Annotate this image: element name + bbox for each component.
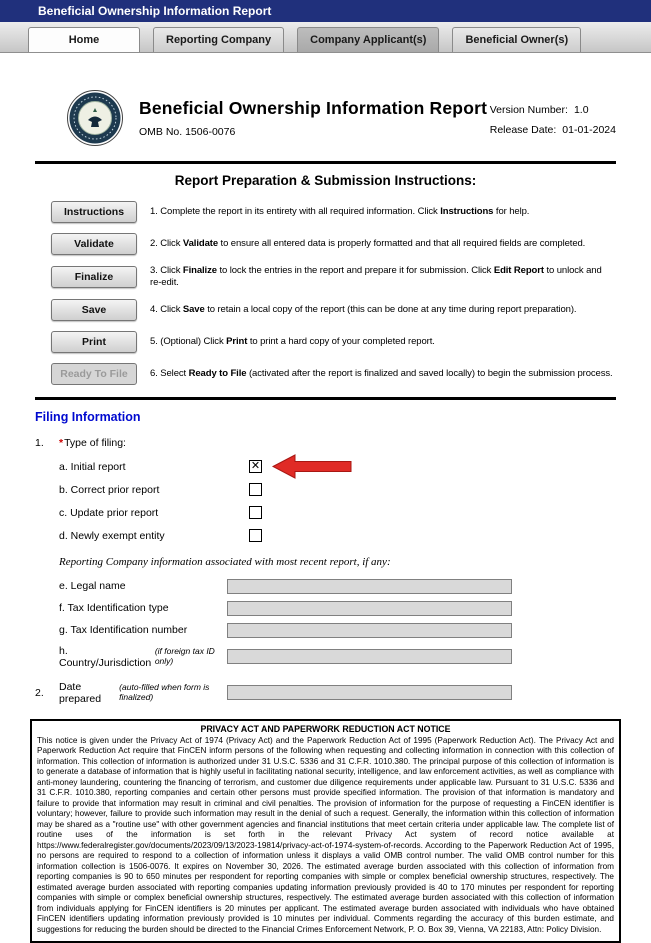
legal-name-label: e. Legal name — [59, 580, 126, 593]
checkbox-check-mark: ✕ — [250, 460, 261, 473]
instruction-row — [35, 201, 616, 223]
red-pointer-arrow-icon — [272, 453, 352, 480]
release-date-row — [490, 120, 616, 140]
version-number-value: 1.0 — [573, 104, 589, 116]
tax-id-type-label-group — [59, 602, 227, 614]
instruction-text: 4. Click Save to retain a local copy of the report (this can be done at any time during report preparation). — [150, 303, 577, 315]
country-jurisdiction-input[interactable] — [227, 649, 512, 664]
correct-prior-report-label: b. Correct prior report — [59, 483, 160, 496]
legal-name-input[interactable] — [227, 579, 512, 594]
instruction-text: 1. Complete the report in its entirety with all required information. Click Instructions for help. — [150, 206, 530, 218]
privacy-notice-body: This notice is given under the Privacy Act of 1974 (Privacy Act) and the Paperwork Reduction Act of 1995 (Paperwork Reduction Act). The Privacy Act and Paperwork Reduction Act require that FinCEN inform persons of the following when requesting and collecting information in connection with this collection of information. This collection of information is authorized under 31 U.S.C. 5336 and 31 C.F.R. 1010.380. The principal purpose of this collection of information is to generate a database of information that is highly useful in facilitating national security, intelligence, and law enforcement activities, as well as compliance with anti-money laundering, countering the financing of terrorism, and customer due diligence requirements under applicable law. Pursuant to 31 U.S.C. 5336 and 31 C.F.R. 1010.380, reporting companies and certain other persons must provide specified information. The provision of that information is mandatory and failure to provide that information may result in criminal and civil penalties. The provision of information for the purpose of requesting a FinCEN identifier is voluntary; however, failure to provide such information may result in the denial of such a request. Generally, the information within this collection of information may be shared as a "routine use" with other government agencies and financial institutions that meet certain criteria under applicable law. The complete list of routine uses of the information is set forth in the relevant Privacy Act system of record notice available at https://www.federalregister.gov/documents/2023/09/13/2023-19814/privacy-act-of-1974-system-of-records. According to the Paperwork Reduction Act of 1995, no persons are required to respond to a collection of information unless it displays a valid OMB control number. The valid OMB control number for this information collection is 1506-0076. It expires on November 30, 2026. The estimated average burden associated with this collection of information from reporting companies is 90 to 650 minutes per respondent for reporting companies with simple or complex beneficial ownership structures, respectively. The estimated average burden associated with reporting companies updating information previously provided is 40 to 170 minutes per respondent for reporting companies with simple or complex beneficial ownership structures, respectively. The estimated average burden associated with this collection of information from individuals applying for FinCEN identifiers is 20 minutes per applicant. The estimated average burden associated with individuals who have obtained FinCEN identifiers updating information previously provided is 10 minutes per individual. Comments regarding the accuracy of this burden estimate, and suggestions for reducing the burden should be directed to the Financial Crimes Enforcement Network, P. O. Box 39, Vienna, VA 22183, Attn: Policy Division. — [37, 735, 614, 934]
tax-id-type-row — [35, 601, 616, 616]
privacy-notice-heading: PRIVACY ACT AND PAPERWORK REDUCTION ACT NOTICE — [200, 723, 451, 734]
instruction-row — [35, 265, 616, 289]
tab-beneficial-owners[interactable]: Beneficial Owner(s) — [452, 27, 581, 52]
tab-bar — [0, 22, 651, 53]
save-button[interactable]: Save — [51, 299, 137, 321]
type-of-filing-label: Type of filing: — [64, 436, 126, 449]
initial-report-checkbox[interactable] — [249, 460, 262, 473]
country-jurisdiction-note: (if foreign tax ID only) — [154, 645, 215, 666]
tax-id-number-input[interactable] — [227, 623, 512, 638]
newly-exempt-entity-checkbox[interactable] — [249, 529, 262, 542]
version-info — [490, 100, 616, 140]
item-1-number: 1. — [35, 436, 44, 449]
tax-id-type-label: f. Tax Identification type — [59, 602, 169, 615]
tab-company-applicants[interactable]: Company Applicant(s) — [297, 27, 439, 52]
tax-id-type-input[interactable] — [227, 601, 512, 616]
tax-id-number-label-group — [59, 624, 227, 636]
instruction-text: 2. Click Validate to ensure all entered data is properly formatted and that all required fields are completed. — [150, 238, 586, 250]
option-row-newly-exempt-entity — [59, 529, 616, 543]
legal-name-row — [35, 579, 616, 594]
update-prior-report-label: c. Update prior report — [59, 506, 159, 519]
country-jurisdiction-label-group — [59, 645, 227, 669]
country-jurisdiction-label: h. Country/Jurisdiction — [59, 644, 152, 669]
option-row-initial-report — [59, 460, 616, 474]
instruction-text: 3. Click Finalize to lock the entries in the report and prepare it for submission. Click Edit Report to unlock and re-edit. — [150, 265, 602, 288]
instruction-text: 6. Select Ready to File (activated after the report is finalized and saved locally) to begin the submission process. — [150, 367, 613, 379]
tab-home[interactable]: Home — [28, 27, 140, 52]
fincen-seal — [66, 89, 124, 147]
instructions-button[interactable]: Instructions — [51, 201, 137, 223]
instructions-heading: Report Preparation & Submission Instructions: — [174, 173, 477, 188]
release-date-label: Release Date: — [489, 124, 557, 136]
filing-information-section — [35, 437, 616, 705]
report-header — [0, 53, 651, 157]
window-title: Beneficial Ownership Information Report — [38, 4, 272, 18]
print-button[interactable]: Print — [51, 331, 137, 353]
date-prepared-input[interactable] — [227, 685, 512, 700]
option-row-correct-prior-report — [59, 483, 616, 497]
correct-prior-report-checkbox[interactable] — [249, 483, 262, 496]
required-marker: * — [59, 436, 64, 449]
item-2-number: 2. — [35, 686, 44, 699]
tax-id-number-label: g. Tax Identification number — [59, 624, 188, 637]
instruction-text: 5. (Optional) Click Print to print a hard copy of your completed report. — [150, 335, 435, 347]
legal-name-label-group — [59, 580, 227, 592]
privacy-act-notice — [30, 719, 621, 943]
instructions-section — [35, 161, 616, 400]
omb-number: OMB No. 1506-0076 — [139, 126, 236, 138]
version-number-label: Version Number: — [489, 104, 568, 116]
initial-report-label: a. Initial report — [59, 460, 126, 473]
version-number-row — [490, 100, 616, 120]
report-title: Beneficial Ownership Information Report — [139, 98, 488, 118]
update-prior-report-checkbox[interactable] — [249, 506, 262, 519]
tax-id-number-row — [35, 623, 616, 638]
tab-reporting-company[interactable]: Reporting Company — [153, 27, 284, 52]
instruction-row — [35, 233, 616, 255]
instruction-row — [35, 331, 616, 353]
finalize-button[interactable]: Finalize — [51, 266, 137, 288]
date-prepared-row — [35, 681, 616, 705]
country-jurisdiction-row — [35, 645, 616, 669]
header-text — [139, 89, 487, 138]
filing-type-options — [59, 460, 616, 543]
date-prepared-label: Date prepared — [59, 680, 102, 705]
date-prepared-note: (auto-filled when form is finalized) — [119, 681, 210, 702]
window-titlebar — [0, 0, 651, 22]
reporting-company-note: Reporting Company information associated with most recent report, if any: — [59, 555, 391, 568]
release-date-value: 01-01-2024 — [562, 124, 616, 136]
date-prepared-label-group — [59, 681, 227, 705]
option-row-update-prior-report — [59, 506, 616, 520]
instruction-row — [35, 299, 616, 321]
validate-button[interactable]: Validate — [51, 233, 137, 255]
ready-to-file-button[interactable]: Ready To File — [51, 363, 137, 385]
filing-information-heading: Filing Information — [35, 409, 141, 424]
newly-exempt-entity-label: d. Newly exempt entity — [59, 529, 165, 542]
instruction-row — [35, 363, 616, 385]
type-of-filing-row — [35, 437, 616, 449]
